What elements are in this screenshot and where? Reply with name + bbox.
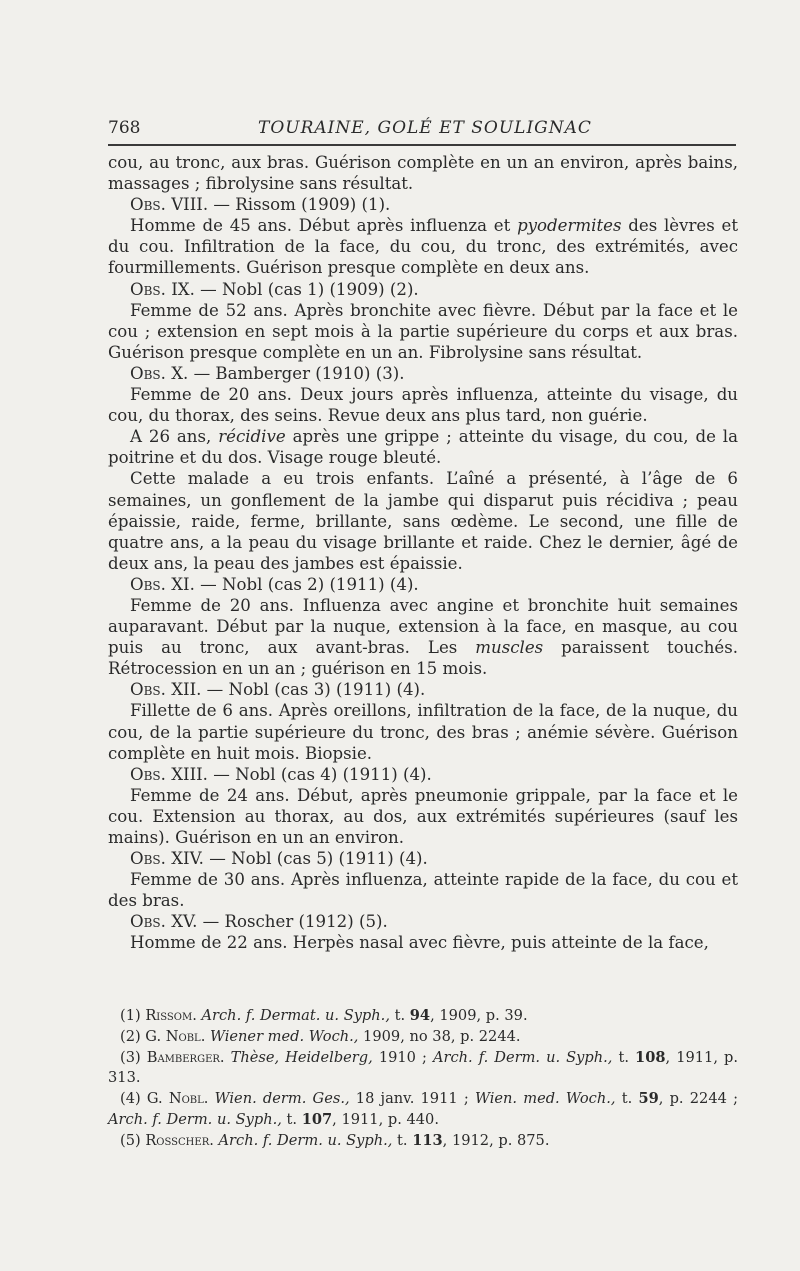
- paragraph: cou, au tronc, aux bras. Guérison complète en un an environ, après bains, massages ; fibrolysine sans résultat.: [108, 153, 738, 194]
- observation-heading: Obs. X. — Bamberger (1910) (3).: [130, 363, 405, 383]
- paragraph: Femme de 24 ans. Début, après pneumonie grippale, par la face et le cou. Extension au thorax, au dos, aux extrémités supérieures (sauf les mains). Guérison en un an environ.: [108, 785, 738, 847]
- obs-label: Obs.: [130, 849, 166, 869]
- paragraph: Femme de 20 ans. Deux jours après influenza, atteinte du visage, du cou, du thorax, des seins. Revue deux ans plus tard, non guérie.: [108, 385, 738, 426]
- header-rule: [108, 144, 736, 146]
- obs-label: Obs.: [130, 574, 166, 594]
- paragraph: A 26 ans, récidive après une grippe ; atteinte du visage, du cou, de la poitrine et du dos. Visage rouge bleuté.: [108, 427, 738, 468]
- paragraph: Homme de 22 ans. Herpès nasal avec fièvre, puis atteinte de la face,: [130, 933, 709, 953]
- body-text: [108, 152, 738, 954]
- paragraph: Fillette de 6 ans. Après oreillons, infiltration de la face, de la nuque, du cou, de la partie supérieure du tronc, des bras ; anémie sévère. Guérison complète en huit mois. Biopsie.: [108, 701, 738, 763]
- observation-heading: Obs. VIII. — Rissom (1909) (1).: [130, 195, 391, 215]
- obs-label: Obs.: [130, 680, 166, 700]
- paragraph: Femme de 52 ans. Après bronchite avec fièvre. Début par la face et le cou ; extension en sept mois à la partie supérieure du corps et aux bras. Guérison presque complète en un an. Fibrolysine sans résultat.: [108, 300, 738, 362]
- footnote: (4) G. Nobl. Wien. derm. Ges., 18 janv. 1911 ; Wien. med. Woch., t. 59, p. 2244 ; Arch. f. Derm. u. Syph., t. 107, 1911, p. 440.: [108, 1090, 738, 1128]
- footnote: (3) Bamberger. Thèse, Heidelberg, 1910 ; Arch. f. Derm. u. Syph., t. 108, 1911, p. 313.: [108, 1048, 738, 1087]
- footnote: (1) Rissom. Arch. f. Dermat. u. Syph., t. 94, 1909, p. 39.: [120, 1007, 528, 1024]
- page-header: [108, 112, 736, 142]
- observation-heading: Obs. XIV. — Nobl (cas 5) (1911) (4).: [130, 849, 428, 869]
- observation-heading: Obs. IX. — Nobl (cas 1) (1909) (2).: [130, 279, 419, 299]
- paragraph: Homme de 45 ans. Début après influenza et pyodermites des lèvres et du cou. Infiltration de la face, du cou, du tronc, des extrémités, avec fourmillements. Guérison presque complète en deux ans.: [108, 216, 738, 278]
- paragraph: Femme de 30 ans. Après influenza, atteinte rapide de la face, du cou et des bras.: [108, 870, 738, 911]
- footnote: (2) G. Nobl. Wiener med. Woch., 1909, no 38, p. 2244.: [120, 1027, 521, 1045]
- obs-label: Obs.: [130, 912, 166, 932]
- paragraph: Cette malade a eu trois enfants. L’aîné a présenté, à l’âge de 6 semaines, un gonflement de la jambe qui disparut puis récidiva ; peau épaissie, raide, ferme, brillante, sans œdème. Le second, une fille de quatre ans, a la peau du visage brillante et raide. Chez le dernier, âgé de deux ans, la peau des jambes est épaissie.: [108, 469, 738, 573]
- observation-heading: Obs. XV. — Roscher (1912) (5).: [130, 912, 388, 932]
- footnotes: [108, 1006, 738, 1152]
- running-title: TOURAINE, GOLÉ ET SOULIGNAC: [258, 118, 592, 138]
- obs-label: Obs.: [130, 764, 166, 784]
- page-number: 768: [108, 118, 141, 138]
- observation-heading: Obs. XIII. — Nobl (cas 4) (1911) (4).: [130, 764, 432, 784]
- observation-heading: Obs. XI. — Nobl (cas 2) (1911) (4).: [130, 574, 419, 594]
- observation-heading: Obs. XII. — Nobl (cas 3) (1911) (4).: [130, 680, 426, 700]
- obs-label: Obs.: [130, 363, 166, 383]
- obs-label: Obs.: [130, 279, 166, 299]
- obs-label: Obs.: [130, 195, 166, 215]
- paragraph: Femme de 20 ans. Influenza avec angine et bronchite huit semaines auparavant. Début par la nuque, extension à la face, en masque, au cou puis au tronc, aux avant-bras. Les muscles paraissent touchés. Rétrocession en un an ; guérison en 15 mois.: [108, 595, 738, 679]
- footnote: (5) Rosscher. Arch. f. Derm. u. Syph., t. 113, 1912, p. 875.: [120, 1131, 550, 1149]
